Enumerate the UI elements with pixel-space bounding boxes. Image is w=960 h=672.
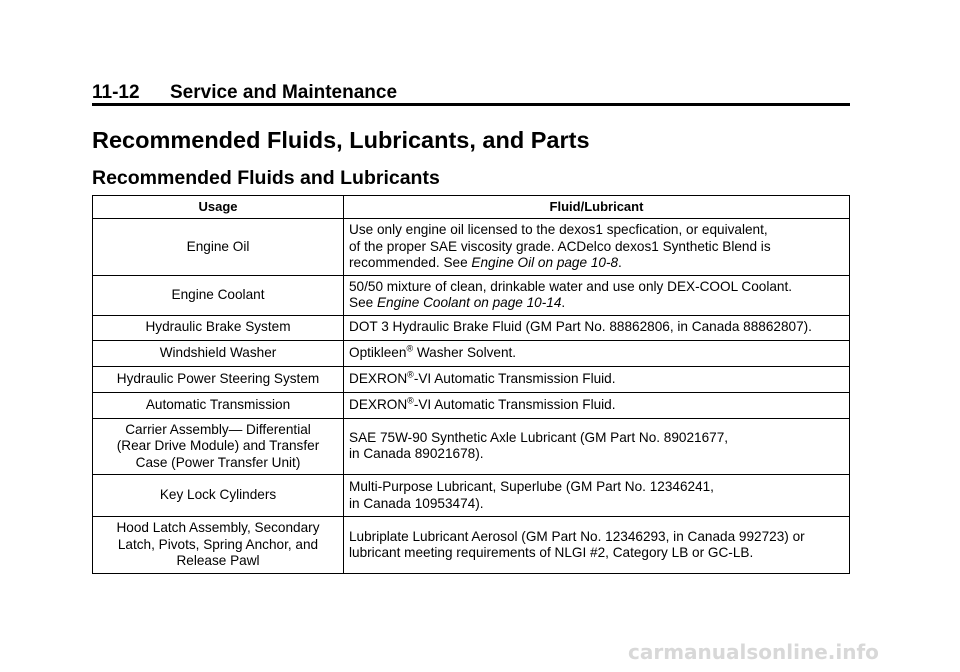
fluid-cell xyxy=(344,366,850,392)
fluid-text: recommended. See xyxy=(349,255,468,270)
usage-text: Engine Coolant xyxy=(171,286,265,302)
usage-cell xyxy=(93,392,344,418)
punctuation: . xyxy=(618,255,622,270)
table-header-row xyxy=(93,196,850,219)
usage-cell xyxy=(93,275,344,315)
table-row xyxy=(93,366,850,392)
fluid-cell xyxy=(344,315,850,340)
registered-mark: ® xyxy=(407,369,414,380)
fluid-text: DEXRON xyxy=(349,370,408,386)
fluid-text: DEXRON xyxy=(349,396,408,412)
header-rule xyxy=(92,103,850,106)
usage-cell xyxy=(93,219,344,276)
fluid-text: Optikleen xyxy=(349,344,407,360)
column-header-usage: Usage xyxy=(93,196,344,219)
watermark: carmanualsonline.info xyxy=(628,640,879,664)
registered-mark: ® xyxy=(407,395,414,406)
fluid-cell xyxy=(344,517,850,574)
usage-text: Engine Oil xyxy=(186,238,250,254)
fluid-text: Washer Solvent. xyxy=(413,344,517,360)
fluid-text: in Canada 10953474). xyxy=(349,495,484,511)
fluid-text: -VI Automatic Transmission Fluid. xyxy=(413,370,616,386)
usage-cell xyxy=(93,340,344,366)
fluid-cell xyxy=(344,418,850,475)
section-title: Recommended Fluids, Lubricants, and Parts xyxy=(92,127,590,153)
table-row xyxy=(93,315,850,340)
fluid-cell xyxy=(344,340,850,366)
usage-cell xyxy=(93,517,344,574)
usage-text: Release Pawl xyxy=(176,553,260,569)
usage-cell xyxy=(93,366,344,392)
usage-text: Automatic Transmission xyxy=(145,396,291,412)
table-row xyxy=(93,340,850,366)
fluid-text: lubricant meeting requirements of NLGI #2, Category LB or GC-LB. xyxy=(349,545,754,560)
usage-text: Key Lock Cylinders xyxy=(159,487,277,503)
fluid-text: Multi-Purpose Lubricant, Superlube (GM Part No. 12346241, xyxy=(349,479,714,494)
chapter-title: Service and Maintenance xyxy=(170,82,398,103)
usage-cell xyxy=(93,315,344,340)
cross-reference-link[interactable]: Engine Oil on page 10-8 xyxy=(471,255,619,270)
registered-mark: ® xyxy=(406,343,414,354)
fluid-cell xyxy=(344,475,850,517)
usage-text: (Rear Drive Module) and Transfer xyxy=(116,438,320,453)
table-row xyxy=(93,392,850,418)
table-row xyxy=(93,219,850,276)
table-row xyxy=(93,517,850,574)
table-row xyxy=(93,275,850,315)
fluid-text: 50/50 mixture of clean, drinkable water and use only DEX-COOL Coolant. xyxy=(349,278,793,294)
cross-reference-link[interactable]: Engine Coolant on page 10-14 xyxy=(376,295,562,310)
fluid-text: SAE 75W-90 Synthetic Axle Lubricant (GM Part No. 89021677, xyxy=(349,429,729,445)
usage-text: Hydraulic Power Steering System xyxy=(116,370,320,386)
page-number: 11-12 xyxy=(92,82,140,103)
fluids-table xyxy=(92,195,850,574)
fluid-cell xyxy=(344,219,850,276)
subsection-title: Recommended Fluids and Lubricants xyxy=(92,167,440,189)
fluid-cell xyxy=(344,275,850,315)
fluid-text: in Canada 89021678). xyxy=(349,446,484,462)
fluid-text: DOT 3 Hydraulic Brake Fluid (GM Part No. 88862806, in Canada 88862807). xyxy=(349,319,812,335)
usage-text: Windshield Washer xyxy=(159,344,277,360)
table-row xyxy=(93,475,850,517)
usage-text: Carrier Assembly— Differential xyxy=(125,421,311,437)
usage-text: Case (Power Transfer Unit) xyxy=(135,454,301,470)
usage-cell xyxy=(93,418,344,475)
fluid-text: -VI Automatic Transmission Fluid. xyxy=(413,396,616,412)
fluid-text: Lubriplate Lubricant Aerosol (GM Part No. 12346293, in Canada 992723) or xyxy=(349,528,805,544)
table-row xyxy=(93,418,850,475)
page-header xyxy=(92,82,850,104)
fluid-cell xyxy=(344,392,850,418)
fluid-text: See xyxy=(349,295,374,310)
fluid-text: Use only engine oil licensed to the dexos1 specfication, or equivalent, xyxy=(349,222,768,237)
fluid-text: of the proper SAE viscosity grade. ACDelco dexos1 Synthetic Blend is xyxy=(349,238,771,254)
column-header-fluid: Fluid/Lubricant xyxy=(344,196,850,219)
usage-cell xyxy=(93,475,344,517)
usage-text: Latch, Pivots, Spring Anchor, and xyxy=(117,536,319,552)
punctuation: . xyxy=(561,295,566,310)
usage-text: Hydraulic Brake System xyxy=(145,319,291,335)
usage-text: Hood Latch Assembly, Secondary xyxy=(116,520,320,536)
